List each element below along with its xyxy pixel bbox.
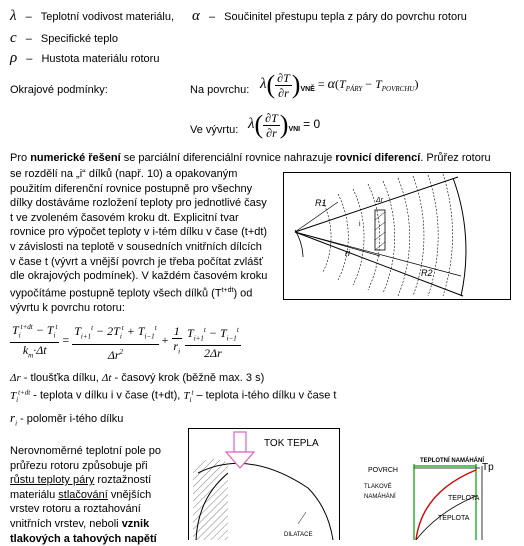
- lambda-symbol: λ: [10, 8, 17, 24]
- text: - poloměr i-tého dílku: [17, 413, 124, 425]
- text: - časový krok (běžně max. 3 s): [111, 372, 265, 384]
- legend-alpha-desc: Součinitel přestupu tepla z páry do povrchu rotoru: [224, 11, 467, 23]
- para1-body: [10, 167, 272, 316]
- para1-line: se rozdělí na „i“ dílků (např. 10) a opakovaným: [10, 168, 238, 180]
- text: ) od: [233, 287, 253, 300]
- label-ri: ri: [345, 248, 350, 258]
- para2-line: tlakových a tahových napětí: [10, 532, 157, 545]
- thermal-stress-diagram: [358, 452, 524, 540]
- para1-line: v závislosti na teplotě v sousedních vnitřních dílcích: [10, 240, 262, 253]
- label-tok-tepla: TOK TEPLA: [264, 438, 319, 449]
- para1-line: dílky dostáváme rozložení teploty pro jednotlivé časy: [10, 197, 267, 210]
- text: . Průřez rotoru: [420, 152, 491, 164]
- bore-equation: λ( $\frac{\partial T}{\partial r}$ )$_{VNI} = 0$: [248, 110, 321, 140]
- para1-line: vývrtu k povrchu rotoru:: [10, 302, 125, 314]
- label-teplota-2: TEPLOTA: [438, 515, 470, 522]
- label-i: i: [359, 221, 361, 228]
- text: Pro: [10, 152, 31, 164]
- label-r2: R2: [421, 268, 433, 278]
- bold-text: vznik: [121, 517, 150, 530]
- para2-line: [10, 488, 178, 503]
- emph-numeric: numerické řešení: [30, 152, 121, 164]
- para1-line: [10, 284, 272, 301]
- text: roztažností: [94, 474, 152, 487]
- surface-label: Na povrchu:: [190, 84, 250, 96]
- rotor-sector-diagram: [283, 172, 511, 300]
- label-dr: Δr: [376, 197, 384, 204]
- para2-line: [10, 517, 178, 532]
- bore-label: Ve vývrtu:: [190, 124, 239, 136]
- label-teplota-1: TEPLOTA: [448, 495, 480, 502]
- text: - teplota v dílku i v čase (t+dt),: [30, 389, 184, 402]
- def-ti: $T_i^{t+dt}$ - teplota v dílku i v čase (t+dt), $T_i^t$ – teplota i-tého dílku v čase t: [10, 388, 337, 404]
- emph-differences: rovnicí diferencí: [335, 152, 421, 164]
- sub-pari: PÁRY: [345, 85, 363, 94]
- para2-body: [10, 444, 178, 546]
- underline-text: stlačování: [58, 488, 108, 501]
- legend-alpha: [192, 8, 467, 25]
- label-tp: Tp: [482, 462, 494, 473]
- para1-line: v čase t (vývrt a vnější povrch je třeba počítat zvlášť: [10, 255, 263, 268]
- legend-c-desc: Specifické teplo: [40, 33, 118, 45]
- underline-text: růstu teploty páry: [10, 474, 95, 487]
- text: vnějších: [107, 488, 152, 501]
- label-r1: R1: [315, 198, 327, 208]
- dr-symbol: Δr: [10, 372, 21, 384]
- label-namahani: NAMÁHÁNÍ: [364, 494, 396, 500]
- para1-line: t ve zvoleném časovém kroku dt. Explicitní tvar: [10, 211, 239, 224]
- text: vnitřních vrstev, neboli: [10, 517, 122, 530]
- heat-flow-arrow-icon: [226, 432, 254, 468]
- difference-equation: $\frac{T_i^{t+dt} - T_i^t}{k_m\cdot\Delta t}$ = $\frac{T_{i+1}^t - 2T_i^t + T_{i-1}^t}{\Delta r^2}$ + $\frac{1}{r_i}$ $\frac{T_{i+1}^t - T_{i-1}^t}{2\Delta r}$: [10, 320, 241, 363]
- legend-lambda-desc: Teplotní vodivost materiálu,: [40, 11, 175, 23]
- legend-rho: [10, 50, 159, 67]
- text: vypočítáme postupně teploty všech dílků (T: [10, 287, 222, 300]
- legend-c: [10, 30, 118, 47]
- sub-vni: VNI: [288, 126, 301, 134]
- legend-rho-desc: Hustota materiálu rotoru: [41, 53, 160, 65]
- para1-line1: [10, 152, 491, 164]
- boundary-label: Okrajové podmínky:: [10, 84, 108, 96]
- def-ri: $r_i$ - poloměr i-tého dílku: [10, 410, 124, 428]
- text: - tloušťka dílku,: [20, 372, 102, 384]
- text: materiálu: [10, 488, 59, 501]
- label-teplotni-namahani: TEPLOTNÍ NAMÁHÁNÍ: [420, 458, 484, 464]
- surface-equation: λ( $\frac{\partial T}{\partial r}$ )$_{VNĚ} = \alpha(T_{PÁRY} - T_{POVRCHU})$: [260, 70, 419, 100]
- para1-line: rovnice pro výpočet teploty v i-tém dílku v čase (t+dt): [10, 226, 268, 239]
- alpha-symbol: α: [192, 8, 200, 24]
- text: – teplota i-tého dílku v čase t: [193, 389, 337, 402]
- legend-dash: –: [26, 53, 33, 65]
- hatched-element: [375, 210, 385, 250]
- text: se parciální diferenciální rovnice nahrazuje: [120, 152, 336, 164]
- legend-dash: –: [25, 33, 32, 45]
- rho-symbol: ρ: [10, 50, 18, 66]
- legend-dash: –: [208, 11, 216, 23]
- label-tlakove: TLAKOVÉ: [364, 484, 392, 490]
- para2-line: vrstev rotoru a roztahování: [10, 503, 141, 516]
- legend-dash: –: [25, 11, 32, 23]
- eq-zero: = 0: [303, 116, 321, 131]
- def-dr-dt: [10, 372, 264, 384]
- para2-line: Nerovnoměrné teplotní pole po: [10, 445, 162, 457]
- ri-symbol: r: [10, 410, 16, 425]
- para2-line: průřezu rotoru způsobuje při: [10, 459, 148, 472]
- sub-vne: VNĚ: [300, 86, 315, 94]
- para1-line: použitím diferenční rovnice postupně pro všechny: [10, 182, 253, 195]
- label-povrch: POVRCH: [368, 467, 398, 474]
- c-symbol: c: [10, 30, 17, 46]
- sub-povrchu: POVRCHU: [381, 85, 415, 94]
- label-dilatace: DILATACE: [284, 532, 313, 538]
- superscript: t+dt: [221, 286, 234, 294]
- para2-line: [10, 473, 178, 488]
- dt-symbol: Δt: [101, 372, 112, 384]
- para1-line: dle okrajových podmínek). V každém časovém kroku: [10, 270, 268, 283]
- legend-lambda: [10, 8, 174, 25]
- heat-flow-diagram: [188, 428, 340, 540]
